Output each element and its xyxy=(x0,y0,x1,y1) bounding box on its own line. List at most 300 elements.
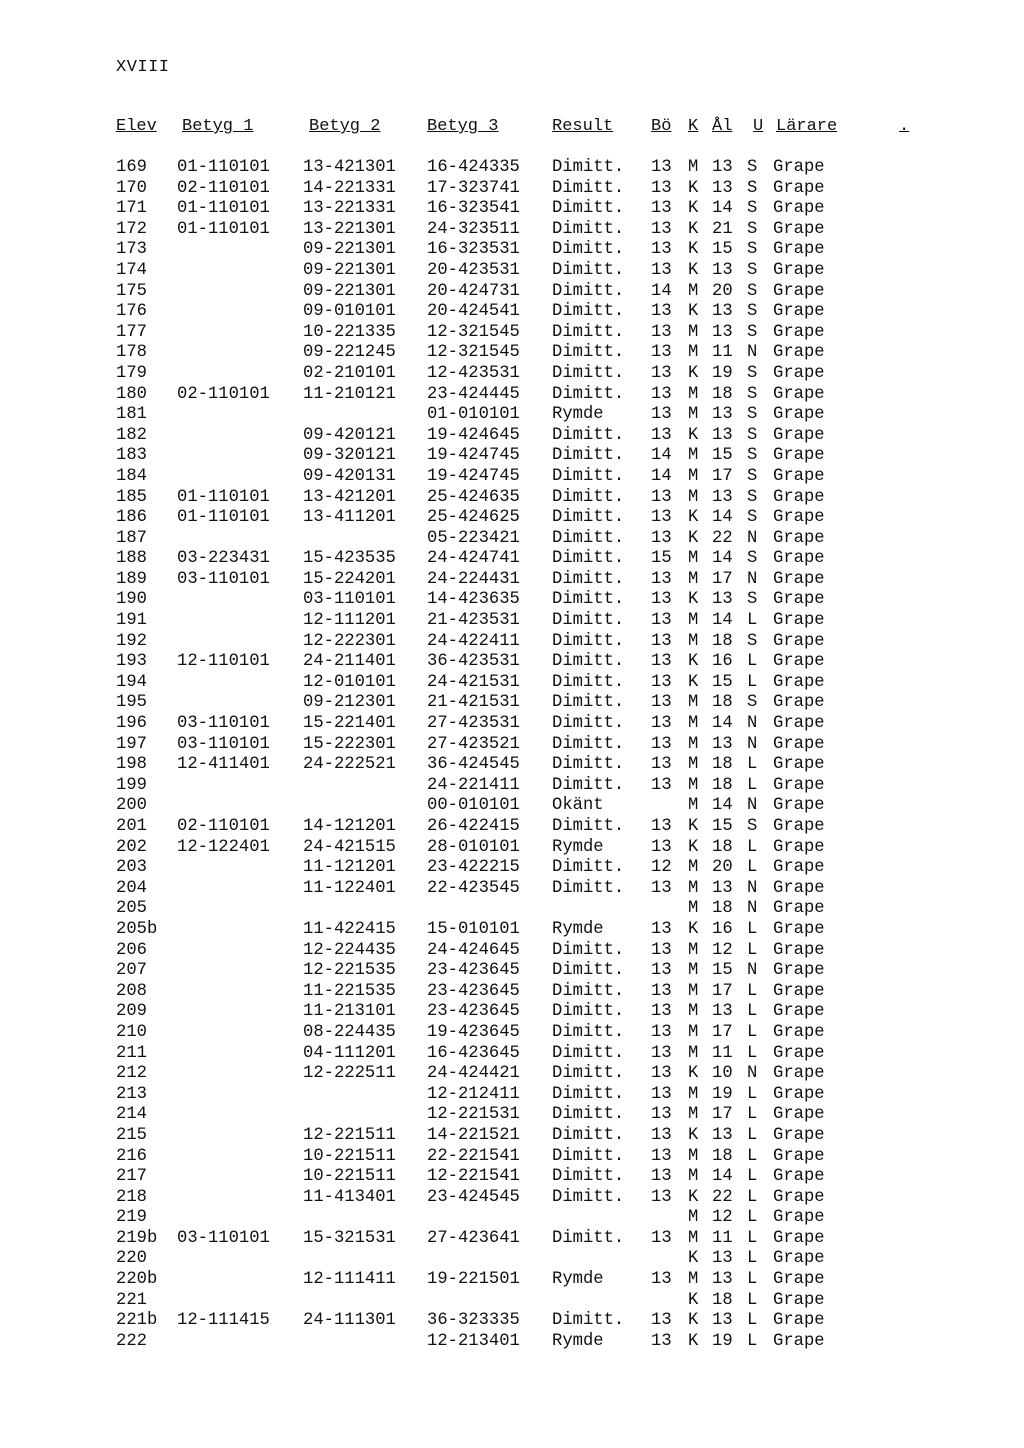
cell-betyg1: 01-110101 xyxy=(177,199,270,219)
cell-result: Dimitt. xyxy=(552,611,625,631)
cell-betyg2: 12-221535 xyxy=(303,961,396,981)
header-al: Ål xyxy=(712,117,733,136)
cell-u: L xyxy=(747,1167,758,1187)
cell-betyg2: 11-221535 xyxy=(303,981,396,1001)
cell-al: 18 xyxy=(712,775,733,795)
cell-betyg3: 12-321545 xyxy=(427,343,520,363)
cell-k: M xyxy=(688,878,699,898)
cell-betyg2: 10-221335 xyxy=(303,322,396,342)
cell-bo: 13 xyxy=(651,919,672,939)
cell-al: 15 xyxy=(712,672,733,692)
cell-al: 11 xyxy=(712,1043,733,1063)
cell-k: K xyxy=(688,425,699,445)
cell-al: 13 xyxy=(712,734,733,754)
cell-betyg3: 27-423641 xyxy=(427,1228,520,1248)
cell-betyg2: 09-221245 xyxy=(303,343,396,363)
cell-betyg2: 24-211401 xyxy=(303,652,396,672)
cell-result: Dimitt. xyxy=(552,652,625,672)
cell-result: Dimitt. xyxy=(552,1167,625,1187)
cell-result: Dimitt. xyxy=(552,755,625,775)
cell-larare: Grape xyxy=(773,775,825,795)
cell-k: K xyxy=(688,302,699,322)
cell-betyg2: 13-421301 xyxy=(303,158,396,177)
cell-elev: 174 xyxy=(116,260,147,280)
cell-u: L xyxy=(747,611,758,631)
cell-elev: 205 xyxy=(116,899,147,919)
cell-result: Rymde xyxy=(552,837,604,857)
cell-bo: 13 xyxy=(651,1146,672,1166)
cell-elev: 219b xyxy=(116,1228,158,1248)
cell-larare: Grape xyxy=(773,405,825,425)
cell-u: N xyxy=(747,343,758,363)
cell-betyg3: 20-423531 xyxy=(427,260,520,280)
cell-al: 12 xyxy=(712,940,733,960)
cell-betyg1: 12-110101 xyxy=(177,652,270,672)
cell-elev: 187 xyxy=(116,528,147,548)
cell-u: N xyxy=(747,528,758,548)
cell-k: M xyxy=(688,1228,699,1248)
cell-u: N xyxy=(747,734,758,754)
cell-bo: 13 xyxy=(651,961,672,981)
cell-al: 19 xyxy=(712,1084,733,1104)
cell-k: K xyxy=(688,240,699,260)
cell-k: M xyxy=(688,281,699,301)
page-number: XVIII xyxy=(116,58,170,77)
cell-betyg1: 12-111415 xyxy=(177,1311,270,1331)
cell-u: N xyxy=(747,569,758,589)
cell-bo: 13 xyxy=(651,672,672,692)
cell-result: Dimitt. xyxy=(552,775,625,795)
cell-k: K xyxy=(688,1125,699,1145)
cell-k: M xyxy=(688,1146,699,1166)
cell-u: S xyxy=(747,817,758,836)
cell-result: Dimitt. xyxy=(552,1187,625,1207)
cell-al: 14 xyxy=(712,796,733,816)
cell-betyg2: 11-422415 xyxy=(303,919,396,939)
cell-betyg2: 15-224201 xyxy=(303,569,396,589)
cell-bo: 13 xyxy=(651,1331,672,1351)
cell-betyg3: 12-221541 xyxy=(427,1167,520,1187)
cell-elev: 217 xyxy=(116,1167,147,1187)
cell-u: S xyxy=(747,384,758,404)
cell-u: S xyxy=(747,363,758,383)
cell-al: 12 xyxy=(712,1208,733,1228)
cell-betyg3: 36-423531 xyxy=(427,652,520,672)
cell-larare: Grape xyxy=(773,1270,825,1290)
header-end-dot: . xyxy=(899,117,910,136)
cell-u: S xyxy=(747,425,758,445)
cell-result: Dimitt. xyxy=(552,817,625,836)
cell-betyg2: 02-210101 xyxy=(303,363,396,383)
cell-bo: 13 xyxy=(651,1084,672,1104)
cell-bo: 13 xyxy=(651,1228,672,1248)
cell-betyg2: 09-221301 xyxy=(303,260,396,280)
cell-elev: 210 xyxy=(116,1022,147,1042)
cell-betyg3: 24-422411 xyxy=(427,631,520,651)
cell-u: S xyxy=(747,549,758,569)
cell-larare: Grape xyxy=(773,446,825,466)
header-betyg3: Betyg 3 xyxy=(427,117,499,136)
cell-k: M xyxy=(688,384,699,404)
cell-elev: 183 xyxy=(116,446,147,466)
cell-k: K xyxy=(688,1064,699,1084)
cell-k: K xyxy=(688,1331,699,1351)
cell-elev: 170 xyxy=(116,178,147,198)
cell-betyg2: 09-320121 xyxy=(303,446,396,466)
cell-betyg3: 24-224431 xyxy=(427,569,520,589)
cell-al: 14 xyxy=(712,1167,733,1187)
cell-result: Dimitt. xyxy=(552,878,625,898)
cell-betyg3: 27-423521 xyxy=(427,734,520,754)
cell-larare: Grape xyxy=(773,1105,825,1125)
cell-elev: 202 xyxy=(116,837,147,857)
cell-elev: 209 xyxy=(116,1002,147,1022)
cell-al: 14 xyxy=(712,508,733,528)
cell-betyg3: 19-424745 xyxy=(427,466,520,486)
cell-betyg3: 01-010101 xyxy=(427,405,520,425)
cell-result: Dimitt. xyxy=(552,199,625,219)
cell-betyg2: 14-121201 xyxy=(303,817,396,836)
cell-betyg3: 00-010101 xyxy=(427,796,520,816)
cell-al: 11 xyxy=(712,343,733,363)
cell-betyg3: 17-323741 xyxy=(427,178,520,198)
cell-betyg2: 04-111201 xyxy=(303,1043,396,1063)
cell-larare: Grape xyxy=(773,899,825,919)
cell-al: 13 xyxy=(712,1311,733,1331)
cell-elev: 208 xyxy=(116,981,147,1001)
cell-result: Dimitt. xyxy=(552,1146,625,1166)
cell-larare: Grape xyxy=(773,919,825,939)
cell-betyg3: 24-424421 xyxy=(427,1064,520,1084)
cell-larare: Grape xyxy=(773,878,825,898)
cell-result: Dimitt. xyxy=(552,672,625,692)
cell-result: Dimitt. xyxy=(552,302,625,322)
cell-elev: 190 xyxy=(116,590,147,610)
cell-betyg1: 03-110101 xyxy=(177,1228,270,1248)
header-u: U xyxy=(753,117,764,136)
cell-bo: 13 xyxy=(651,405,672,425)
cell-betyg3: 14-423635 xyxy=(427,590,520,610)
cell-u: S xyxy=(747,260,758,280)
cell-larare: Grape xyxy=(773,1125,825,1145)
cell-elev: 212 xyxy=(116,1064,147,1084)
cell-larare: Grape xyxy=(773,817,825,836)
cell-u: L xyxy=(747,858,758,878)
cell-betyg3: 16-423645 xyxy=(427,1043,520,1063)
cell-betyg3: 20-424541 xyxy=(427,302,520,322)
cell-al: 18 xyxy=(712,631,733,651)
cell-elev: 192 xyxy=(116,631,147,651)
cell-u: L xyxy=(747,1125,758,1145)
cell-u: S xyxy=(747,487,758,507)
cell-result: Dimitt. xyxy=(552,1022,625,1042)
cell-k: K xyxy=(688,1311,699,1331)
cell-u: S xyxy=(747,158,758,177)
cell-betyg3: 16-323531 xyxy=(427,240,520,260)
cell-betyg3: 12-423531 xyxy=(427,363,520,383)
cell-elev: 191 xyxy=(116,611,147,631)
cell-bo: 13 xyxy=(651,714,672,734)
cell-bo: 13 xyxy=(651,343,672,363)
cell-u: S xyxy=(747,466,758,486)
cell-larare: Grape xyxy=(773,178,825,198)
cell-k: M xyxy=(688,1022,699,1042)
cell-elev: 189 xyxy=(116,569,147,589)
cell-k: K xyxy=(688,260,699,280)
cell-k: M xyxy=(688,1002,699,1022)
cell-betyg1: 12-411401 xyxy=(177,755,270,775)
cell-u: L xyxy=(747,940,758,960)
header-bo: Bö xyxy=(651,117,672,136)
cell-al: 16 xyxy=(712,652,733,672)
cell-u: L xyxy=(747,1311,758,1331)
cell-result: Dimitt. xyxy=(552,631,625,651)
cell-bo: 13 xyxy=(651,817,672,836)
cell-elev: 185 xyxy=(116,487,147,507)
cell-u: L xyxy=(747,1043,758,1063)
cell-larare: Grape xyxy=(773,672,825,692)
cell-k: M xyxy=(688,734,699,754)
cell-result: Rymde xyxy=(552,405,604,425)
cell-elev: 198 xyxy=(116,755,147,775)
cell-u: L xyxy=(747,1290,758,1310)
cell-betyg2: 11-413401 xyxy=(303,1187,396,1207)
cell-larare: Grape xyxy=(773,837,825,857)
cell-bo: 13 xyxy=(651,734,672,754)
cell-u: L xyxy=(747,1187,758,1207)
cell-k: M xyxy=(688,693,699,713)
cell-al: 14 xyxy=(712,549,733,569)
cell-elev: 207 xyxy=(116,961,147,981)
cell-k: K xyxy=(688,199,699,219)
cell-larare: Grape xyxy=(773,1146,825,1166)
cell-k: M xyxy=(688,775,699,795)
cell-bo: 13 xyxy=(651,755,672,775)
cell-u: S xyxy=(747,199,758,219)
cell-k: K xyxy=(688,1249,699,1269)
cell-bo: 13 xyxy=(651,178,672,198)
cell-u: L xyxy=(747,1208,758,1228)
cell-elev: 176 xyxy=(116,302,147,322)
cell-betyg2: 12-222301 xyxy=(303,631,396,651)
cell-al: 13 xyxy=(712,1125,733,1145)
cell-k: M xyxy=(688,549,699,569)
cell-bo: 13 xyxy=(651,240,672,260)
cell-larare: Grape xyxy=(773,858,825,878)
cell-betyg3: 24-424645 xyxy=(427,940,520,960)
cell-al: 13 xyxy=(712,302,733,322)
cell-bo: 14 xyxy=(651,446,672,466)
cell-betyg3: 19-423645 xyxy=(427,1022,520,1042)
cell-elev: 218 xyxy=(116,1187,147,1207)
cell-al: 13 xyxy=(712,425,733,445)
cell-elev: 196 xyxy=(116,714,147,734)
cell-bo: 13 xyxy=(651,590,672,610)
cell-k: M xyxy=(688,940,699,960)
cell-result: Dimitt. xyxy=(552,466,625,486)
cell-u: N xyxy=(747,796,758,816)
cell-larare: Grape xyxy=(773,1228,825,1248)
cell-elev: 203 xyxy=(116,858,147,878)
cell-result: Dimitt. xyxy=(552,693,625,713)
cell-result: Dimitt. xyxy=(552,178,625,198)
cell-elev: 182 xyxy=(116,425,147,445)
cell-elev: 201 xyxy=(116,817,147,836)
cell-betyg2: 09-420121 xyxy=(303,425,396,445)
cell-larare: Grape xyxy=(773,1167,825,1187)
cell-bo: 13 xyxy=(651,260,672,280)
cell-result: Dimitt. xyxy=(552,940,625,960)
cell-bo: 13 xyxy=(651,1125,672,1145)
cell-betyg2: 09-221301 xyxy=(303,240,396,260)
cell-betyg3: 21-421531 xyxy=(427,693,520,713)
cell-elev: 184 xyxy=(116,466,147,486)
cell-al: 21 xyxy=(712,219,733,239)
cell-larare: Grape xyxy=(773,158,825,177)
cell-al: 17 xyxy=(712,466,733,486)
cell-betyg3: 21-423531 xyxy=(427,611,520,631)
cell-bo: 13 xyxy=(651,1022,672,1042)
cell-elev: 181 xyxy=(116,405,147,425)
cell-bo: 14 xyxy=(651,281,672,301)
cell-u: L xyxy=(747,1084,758,1104)
cell-bo: 13 xyxy=(651,363,672,383)
cell-u: N xyxy=(747,714,758,734)
cell-bo: 13 xyxy=(651,837,672,857)
cell-elev: 214 xyxy=(116,1105,147,1125)
cell-u: L xyxy=(747,981,758,1001)
cell-betyg3: 14-221521 xyxy=(427,1125,520,1145)
cell-al: 17 xyxy=(712,981,733,1001)
cell-betyg2: 09-010101 xyxy=(303,302,396,322)
cell-elev: 172 xyxy=(116,219,147,239)
cell-result: Dimitt. xyxy=(552,446,625,466)
cell-result: Dimitt. xyxy=(552,1228,625,1248)
header-betyg1: Betyg 1 xyxy=(182,117,254,136)
cell-betyg3: 15-010101 xyxy=(427,919,520,939)
cell-bo: 13 xyxy=(651,569,672,589)
cell-al: 14 xyxy=(712,714,733,734)
cell-larare: Grape xyxy=(773,199,825,219)
cell-k: M xyxy=(688,446,699,466)
cell-al: 13 xyxy=(712,878,733,898)
cell-elev: 200 xyxy=(116,796,147,816)
cell-betyg3: 23-423645 xyxy=(427,981,520,1001)
cell-al: 18 xyxy=(712,384,733,404)
cell-k: K xyxy=(688,178,699,198)
cell-betyg3: 20-424731 xyxy=(427,281,520,301)
cell-result: Dimitt. xyxy=(552,343,625,363)
cell-al: 15 xyxy=(712,446,733,466)
cell-larare: Grape xyxy=(773,961,825,981)
cell-betyg1: 02-110101 xyxy=(177,384,270,404)
cell-betyg1: 01-110101 xyxy=(177,508,270,528)
cell-bo: 13 xyxy=(651,1002,672,1022)
cell-larare: Grape xyxy=(773,611,825,631)
cell-al: 13 xyxy=(712,487,733,507)
cell-al: 13 xyxy=(712,590,733,610)
cell-k: K xyxy=(688,837,699,857)
cell-elev: 186 xyxy=(116,508,147,528)
cell-bo: 13 xyxy=(651,878,672,898)
cell-result: Dimitt. xyxy=(552,219,625,239)
cell-betyg3: 12-221531 xyxy=(427,1105,520,1125)
cell-elev: 221b xyxy=(116,1311,158,1331)
cell-result: Dimitt. xyxy=(552,1084,625,1104)
cell-al: 13 xyxy=(712,178,733,198)
cell-betyg2: 12-222511 xyxy=(303,1064,396,1084)
cell-u: N xyxy=(747,961,758,981)
cell-al: 19 xyxy=(712,1331,733,1351)
cell-result: Dimitt. xyxy=(552,961,625,981)
cell-al: 18 xyxy=(712,837,733,857)
cell-al: 15 xyxy=(712,817,733,836)
cell-u: L xyxy=(747,1105,758,1125)
cell-betyg3: 22-423545 xyxy=(427,878,520,898)
cell-u: N xyxy=(747,878,758,898)
cell-betyg3: 16-323541 xyxy=(427,199,520,219)
cell-k: M xyxy=(688,899,699,919)
cell-betyg2: 15-321531 xyxy=(303,1228,396,1248)
cell-betyg1: 02-110101 xyxy=(177,178,270,198)
cell-bo: 13 xyxy=(651,219,672,239)
header-elev: Elev xyxy=(116,117,157,136)
cell-al: 13 xyxy=(712,1270,733,1290)
cell-larare: Grape xyxy=(773,384,825,404)
cell-k: K xyxy=(688,817,699,836)
cell-al: 17 xyxy=(712,569,733,589)
cell-result: Dimitt. xyxy=(552,569,625,589)
cell-betyg3: 25-424625 xyxy=(427,508,520,528)
cell-k: M xyxy=(688,569,699,589)
cell-betyg2: 15-222301 xyxy=(303,734,396,754)
cell-betyg2: 15-423535 xyxy=(303,549,396,569)
cell-u: S xyxy=(747,508,758,528)
cell-u: S xyxy=(747,302,758,322)
cell-result: Dimitt. xyxy=(552,425,625,445)
cell-al: 22 xyxy=(712,1187,733,1207)
cell-bo: 13 xyxy=(651,384,672,404)
cell-betyg2: 11-121201 xyxy=(303,858,396,878)
cell-u: S xyxy=(747,693,758,713)
cell-betyg3: 24-421531 xyxy=(427,672,520,692)
cell-result: Okänt xyxy=(552,796,604,816)
cell-u: S xyxy=(747,322,758,342)
cell-bo: 13 xyxy=(651,528,672,548)
header-result: Result xyxy=(552,117,614,136)
cell-betyg2: 03-110101 xyxy=(303,590,396,610)
cell-larare: Grape xyxy=(773,981,825,1001)
cell-al: 14 xyxy=(712,199,733,219)
cell-result: Dimitt. xyxy=(552,734,625,754)
cell-k: M xyxy=(688,1167,699,1187)
cell-result: Dimitt. xyxy=(552,590,625,610)
cell-betyg3: 36-323335 xyxy=(427,1311,520,1331)
cell-bo: 15 xyxy=(651,549,672,569)
cell-elev: 206 xyxy=(116,940,147,960)
cell-u: L xyxy=(747,1146,758,1166)
cell-bo: 13 xyxy=(651,693,672,713)
cell-bo: 13 xyxy=(651,652,672,672)
cell-result: Dimitt. xyxy=(552,281,625,301)
cell-larare: Grape xyxy=(773,1331,825,1351)
cell-result: Dimitt. xyxy=(552,240,625,260)
cell-k: K xyxy=(688,363,699,383)
cell-larare: Grape xyxy=(773,1187,825,1207)
cell-k: M xyxy=(688,1208,699,1228)
cell-bo: 13 xyxy=(651,487,672,507)
cell-betyg3: 12-321545 xyxy=(427,322,520,342)
